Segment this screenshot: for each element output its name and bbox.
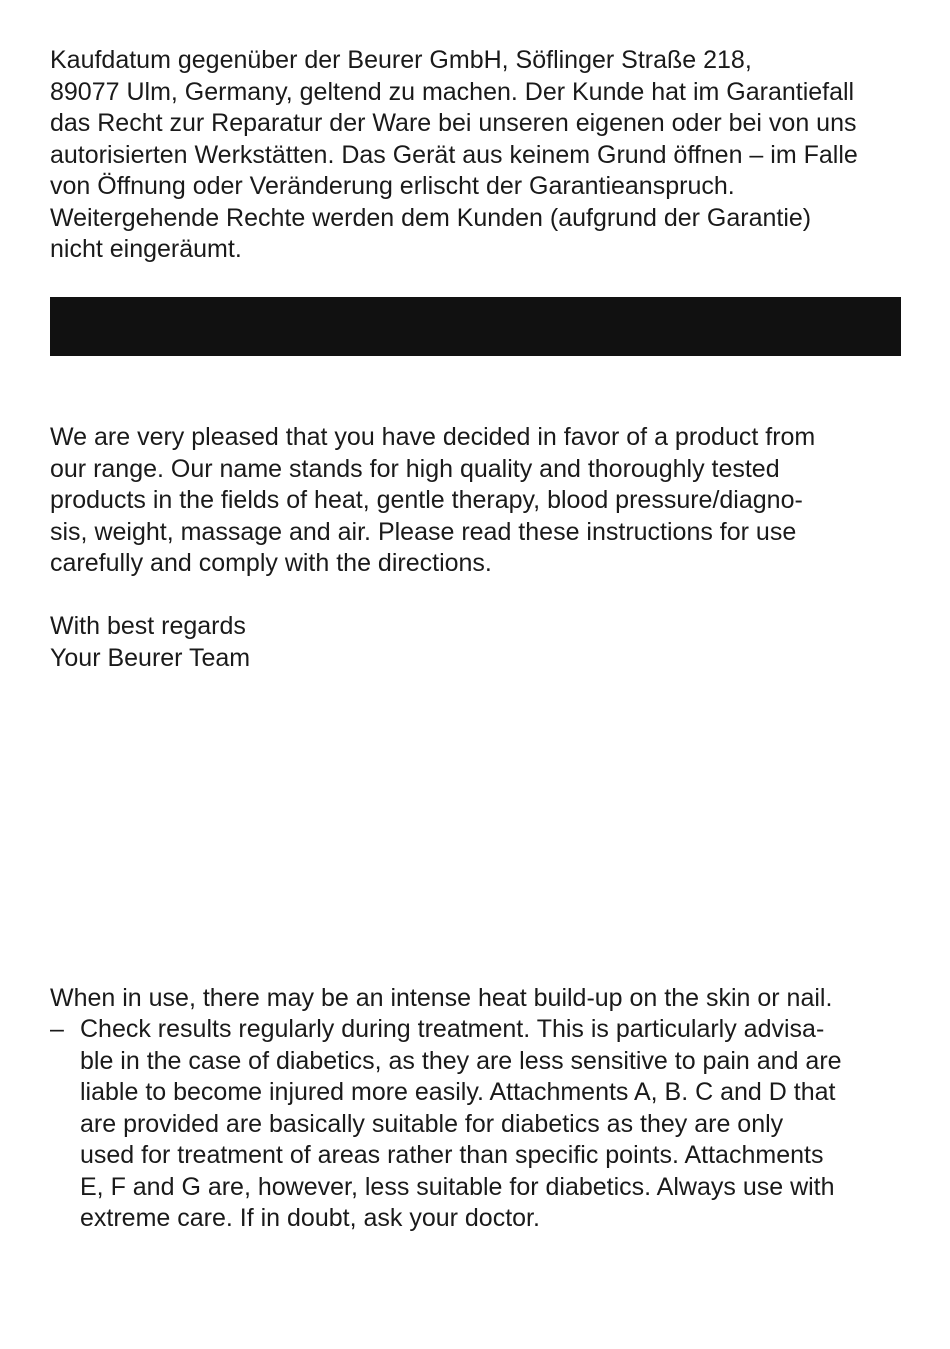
closing-signature: Your Beurer Team	[50, 643, 251, 672]
text-line: von Öffnung oder Veränderung erlischt der Garantieanspruch.	[50, 172, 735, 200]
warning-bullet	[50, 1014, 910, 1235]
text-line: autorisierten Werkstätten. Das Gerät aus keinem Grund öffnen – im Falle	[50, 140, 858, 169]
section-header-bar	[50, 297, 901, 356]
text-line: Weitergehende Rechte werden dem Kunden (aufgrund der Garantie)	[50, 203, 812, 232]
text-line: 89077 Ulm, Germany, geltend zu machen. Der Kunde hat im Garantiefall	[50, 77, 855, 106]
closing-greeting: With best regards	[50, 612, 246, 640]
document-page	[50, 0, 910, 1349]
warranty-paragraph	[50, 45, 858, 266]
closing-block	[50, 611, 250, 674]
text-line: das Recht zur Reparatur der Ware bei unseren eigenen oder bei von uns	[50, 109, 857, 137]
text-line: used for treatment of areas rather than specific points. Attachments	[80, 1141, 824, 1169]
text-line: E, F and G are, however, less suitable for diabetics. Always use with	[80, 1172, 835, 1201]
text-line: We are very pleased that you have decided in favor of a product from	[50, 423, 816, 451]
warning-intro: When in use, there may be an intense heat build-up on the skin or nail.	[50, 984, 833, 1012]
text-line: carefully and comply with the directions.	[50, 549, 492, 577]
bullet-marker: –	[50, 1015, 64, 1043]
bullet-text	[80, 1014, 910, 1235]
text-line: our range. Our name stands for high quality and thoroughly tested	[50, 454, 780, 483]
text-line: ble in the case of diabetics, as they are less sensitive to pain and are	[80, 1046, 842, 1075]
intro-paragraph	[50, 422, 815, 580]
text-line: products in the fields of heat, gentle therapy, blood pressure/diagno-	[50, 486, 803, 514]
text-line: nicht eingeräumt.	[50, 235, 242, 263]
text-line: are provided are basically suitable for diabetics as they are only	[80, 1109, 784, 1138]
text-line: sis, weight, massage and air. Please read these instructions for use	[50, 517, 797, 546]
text-line: liable to become injured more easily. Attachments A, B. C and D that	[80, 1078, 836, 1106]
text-line: Check results regularly during treatment. This is particularly advisa-	[80, 1015, 825, 1043]
text-line: extreme care. If in doubt, ask your doctor.	[80, 1204, 540, 1232]
text-line: Kaufdatum gegenüber der Beurer GmbH, Söflinger Straße 218,	[50, 46, 752, 74]
